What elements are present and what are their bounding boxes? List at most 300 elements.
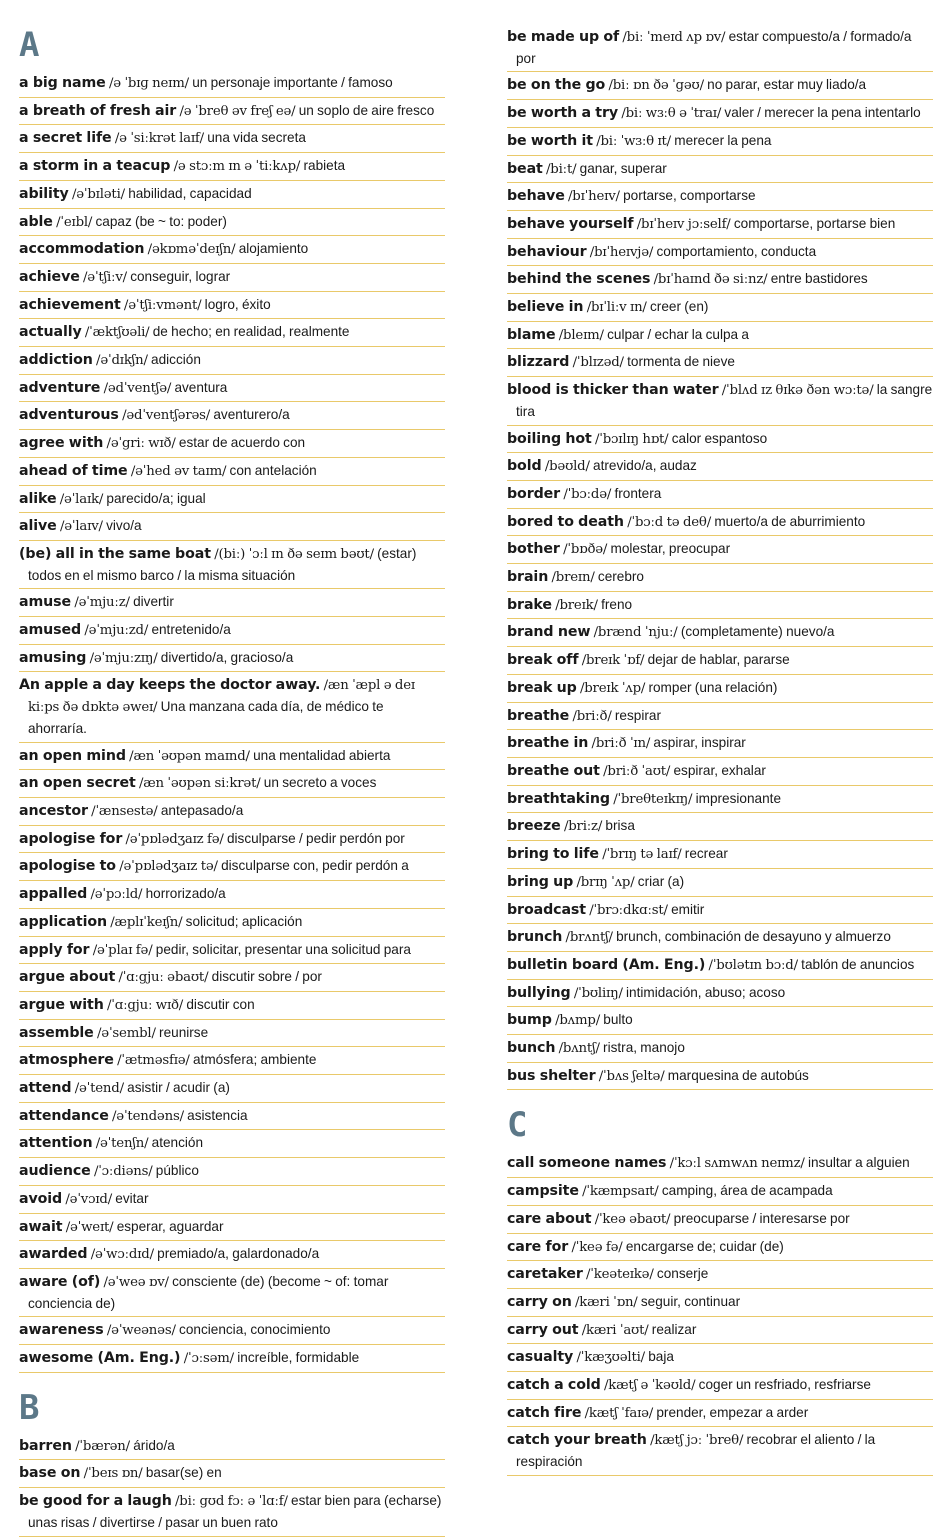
entry-term: adventure [19,379,101,396]
entry-definition: (estar) todos en el mismo barco / la misma situación [28,545,417,583]
section-letter-a: A [19,25,39,65]
glossary-entry [19,798,445,826]
entry-pronunciation: /əˈmjuːzɪŋ/ [89,650,158,666]
entry-definition: rabieta [303,158,346,174]
glossary-entry [19,1047,445,1075]
entry-pronunciation: /ə ˈbreθ əv freʃ eə/ [179,103,296,119]
entry-pronunciation: /ˈbrɪŋ tə laɪf/ [602,847,682,863]
entry-term: break up [507,679,577,696]
entry-term: catch your breath [507,1432,647,1449]
entry-pronunciation: /ˈbɔːdə/ [563,486,612,502]
entry-pronunciation: /əˈsembl/ [97,1025,156,1041]
entry-term: barren [19,1437,72,1454]
entry-definition: cerebro [597,569,644,585]
entry-pronunciation: /briːð ˈɪn/ [591,736,651,752]
entry-term: atmosphere [19,1052,114,1069]
glossary-entry [19,1186,445,1214]
entry-term: accommodation [19,241,145,258]
glossary-entry [507,619,933,647]
entry-definition: divertido/a, gracioso/a [160,649,294,665]
entry-definition: bulto [603,1012,633,1028]
entry-term: bother [507,541,560,558]
glossary-entry [19,1214,445,1242]
entry-definition: comportamiento, conducta [656,243,817,259]
entry-pronunciation: /ədˈventʃə/ [103,380,172,396]
entry-definition: asistencia [187,1107,248,1123]
glossary-entry [507,239,933,267]
entry-term: catch a cold [507,1377,601,1394]
glossary-entry [507,509,933,537]
entry-definition: brunch, combinación de desayuno y almuerzo [616,929,891,945]
entry-definition: entretenido/a [151,622,231,638]
entry-definition: un soplo de aire fresco [298,102,435,118]
entry-pronunciation: /ˈblɪzəd/ [572,355,624,371]
entry-term: achievement [19,296,121,313]
entry-definition: una mentalidad abierta [253,747,391,763]
entry-definition: parecido/a; igual [106,490,206,506]
entry-term: be worth it [507,132,593,149]
entry-pronunciation: /briːð/ [572,708,612,724]
entry-term: base on [19,1465,81,1482]
entry-pronunciation: /bɪˈheɪvjə/ [589,244,654,260]
entry-definition: asistir / acudir (a) [127,1080,230,1096]
glossary-entry [19,458,445,486]
entry-definition: recrear [684,846,728,862]
glossary-entry [507,453,933,481]
entry-pronunciation: /bʌmp/ [555,1013,600,1029]
entry-definition: vivo/a [106,518,142,534]
entry-pronunciation: /əˈlaɪk/ [59,491,104,507]
entry-pronunciation: /brænd ˈnjuː/ [593,625,678,641]
entry-pronunciation: /ˈbærən/ [75,1438,130,1454]
entry-term: agree with [19,435,104,452]
entry-term: breathtaking [507,790,610,807]
entry-pronunciation: /ˈblʌd ɪz θɪkə ðən wɔːtə/ [721,383,874,399]
entry-definition: discutir sobre / por [211,969,322,985]
glossary-entry [507,647,933,675]
entry-definition: emitir [671,901,705,917]
entry-term: behaviour [507,243,587,260]
entry-definition: aspirar, inspirar [653,735,746,751]
glossary-entry [507,1063,933,1091]
entry-term: apply for [19,941,90,958]
glossary-entry [19,589,445,617]
entry-pronunciation: /biː gʊd fɔː ə ˈlɑːf/ [175,1494,288,1510]
entry-definition: solicitud; aplicación [185,913,303,929]
entry-definition: camping, área de acampada [661,1183,833,1199]
entry-definition: romper (una relación) [648,679,778,695]
glossary-entry [507,1317,933,1345]
glossary-entry [507,897,933,925]
entry-term: actually [19,324,82,341]
entry-definition: culpar / echar la culpa a [607,326,749,342]
glossary-entry [507,1400,933,1428]
entry-pronunciation: /əˈweənəs/ [106,1323,176,1339]
glossary-entry [507,786,933,814]
entry-definition: antepasado/a [160,802,244,818]
entry-pronunciation: /æn ˈəʊpən maɪnd/ [129,748,250,764]
entry-term: ability [19,185,69,202]
entry-pronunciation: /bʌntʃ/ [558,1041,600,1057]
glossary-entry [19,236,445,264]
entry-term: blood is thicker than water [507,382,719,399]
entry-pronunciation: /əˈpɒlədʒaɪz tə/ [119,859,218,875]
glossary-entry [507,952,933,980]
entry-pronunciation: /bɪˈheɪv/ [568,189,620,205]
entry-pronunciation: /əˈmjuːzd/ [84,623,149,639]
entry-pronunciation: /ˈbʊliɪŋ/ [573,985,623,1001]
glossary-entry [507,72,933,100]
entry-term: border [507,485,561,502]
entry-term: behind the scenes [507,271,651,288]
entry-pronunciation: /brʌntʃ/ [565,930,613,946]
glossary-entry [507,1289,933,1317]
glossary-entry [19,617,445,645]
entry-pronunciation: /bɪˈhaɪnd ðə siːnz/ [653,272,768,288]
entry-definition: increíble, formidable [237,1350,360,1366]
entry-term: blame [507,326,556,343]
entry-definition: dejar de hablar, pararse [647,652,790,668]
glossary-entry [507,24,933,72]
entry-pronunciation: /ˈɔːdiəns/ [93,1164,153,1180]
entry-definition: respirar [614,707,661,723]
entry-term: a breath of fresh air [19,102,177,119]
glossary-entry [19,1075,445,1103]
entry-definition: divertir [133,594,174,610]
entry-term: bullying [507,984,571,1001]
entry-term: aware (of) [19,1273,101,1290]
entry-definition: atrevido/a, audaz [593,458,697,474]
entry-term: be worth a try [507,105,619,122]
entry-definition: criar (a) [637,873,685,889]
entry-definition: aventurero/a [213,407,290,423]
entry-pronunciation: /ˈbrɔːdkɑːst/ [589,902,668,918]
glossary-entry [507,703,933,731]
entry-pronunciation: /əˈweə ɒv/ [103,1274,169,1290]
entry-definition: impresionante [695,790,782,806]
glossary-entry [507,869,933,897]
entry-pronunciation: /kætʃ ə ˈkəʊld/ [604,1378,696,1394]
entry-term: ahead of time [19,462,128,479]
entry-term: awareness [19,1322,104,1339]
entry-definition: conseguir, lograr [130,268,231,284]
entry-definition: Una manzana cada día, de médico te ahorraría. [28,699,384,736]
entry-term: apologise to [19,858,116,875]
glossary-entry [19,486,445,514]
glossary-entry [507,211,933,239]
glossary-entry [507,294,933,322]
entry-pronunciation: /bəʊld/ [544,459,590,475]
glossary-entry [19,513,445,541]
entry-term: breeze [507,818,561,835]
glossary-entry [507,100,933,128]
glossary-entry [19,98,445,126]
entry-pronunciation: /əˈmjuːz/ [74,595,130,611]
entry-term: breathe [507,707,570,724]
entry-definition: seguir, continuar [640,1293,741,1309]
glossary-entry [507,1206,933,1234]
entry-definition: encargarse de; cuidar (de) [625,1238,784,1254]
glossary-entry [507,481,933,509]
entry-pronunciation: /breɪn/ [551,570,595,586]
entry-term: breathe out [507,762,600,779]
glossary-entry [19,402,445,430]
entry-pronunciation: /ˈbeɪs ɒn/ [83,1466,143,1482]
entry-pronunciation: /æn ˈæpl ə deɪ kiːps ðə dɒktə əweɪ/ [28,678,415,716]
glossary-entry [19,319,445,347]
entry-term: An apple a day keeps the doctor away. [19,677,321,694]
entry-pronunciation: /ˈkɔːl sʌmwʌn neɪmz/ [669,1156,805,1172]
entry-term: avoid [19,1190,63,1207]
entry-term: blizzard [507,354,570,371]
entry-pronunciation: /əˈtenʃn/ [95,1136,149,1152]
entry-pronunciation: /ˈɑːgjuː əbaʊt/ [118,970,209,986]
entry-definition: freno [601,596,633,612]
glossary-entry [19,1130,445,1158]
glossary-entry [19,181,445,209]
entry-definition: disculparse / pedir perdón por [226,830,405,846]
entry-term: amused [19,622,82,639]
glossary-entry [507,1178,933,1206]
entry-pronunciation: /breɪk ˈɒf/ [581,653,645,669]
entry-term: care for [507,1238,569,1255]
entry-pronunciation: /biː ˈwɜːθ ɪt/ [596,133,671,149]
entry-definition: árido/a [133,1437,175,1453]
entry-pronunciation: /ə ˈbɪɡ neɪm/ [109,76,189,91]
entry-pronunciation: /ə stɔːm ɪn ə ˈtiːkʌp/ [173,159,301,175]
glossary-entry [507,183,933,211]
entry-definition: tormenta de nieve [627,354,735,370]
glossary-entry [507,266,933,294]
entry-term: attention [19,1135,93,1152]
entry-pronunciation: /ədˈventʃərəs/ [122,408,211,424]
glossary-entry [507,156,933,184]
entry-pronunciation: /kætʃ jɔː ˈbreθ/ [650,1433,744,1449]
entry-term: await [19,1218,63,1235]
glossary-entry [507,377,933,425]
entry-definition: estar de acuerdo con [178,435,306,451]
entry-pronunciation: /æplɪˈkeɪʃn/ [110,914,183,930]
entry-definition: una vida secreta [207,130,306,146]
entry-pronunciation: /ˈkeəteɪkə/ [586,1267,654,1283]
glossary-entry [507,128,933,156]
entry-term: breathe in [507,735,589,752]
glossary-entry [19,826,445,854]
glossary-entry [19,70,445,98]
entry-term: break off [507,652,579,669]
glossary-entry [507,1234,933,1262]
entry-definition: la sangre tira [516,382,933,419]
entry-pronunciation: /əˈwɔːdɪd/ [90,1247,154,1263]
entry-term: bus shelter [507,1067,596,1084]
entry-definition: estar bien para (echarse) unas risas / divertirse / pasar un buen rato [28,1493,442,1530]
entry-definition: frontera [614,485,662,501]
entry-term: broadcast [507,901,586,918]
entry-definition: preocuparse / interesarse por [673,1210,850,1226]
entry-pronunciation: /əˈplaɪ fə/ [92,942,153,958]
entry-definition: brisa [605,818,635,834]
entry-pronunciation: /əˈlaɪv/ [59,519,103,535]
entry-term: be good for a laugh [19,1493,172,1510]
entry-term: attend [19,1080,72,1097]
glossary-entry [19,1158,445,1186]
entry-definition: merecer la pena [674,132,772,148]
glossary-entry [507,1261,933,1289]
glossary-entry [19,541,445,589]
entry-definition: evitar [115,1190,149,1206]
entry-term: an open mind [19,747,126,764]
entry-pronunciation: /əˈdɪkʃn/ [96,353,148,369]
entry-pronunciation: /ˈbɔɪlɪŋ hɒt/ [595,431,669,447]
glossary-entry [507,675,933,703]
entry-definition: disculparse con, pedir perdón a [221,858,409,874]
entry-pronunciation: /biːt/ [546,161,577,177]
entry-term: amusing [19,649,87,666]
entry-term: a big name [19,75,106,91]
entry-term: bored to death [507,513,624,530]
entry-term: bold [507,458,542,475]
entry-pronunciation: /breɪk ˈʌp/ [579,680,646,696]
glossary-entry [507,1427,933,1475]
entry-definition: tablón de anuncios [801,956,915,972]
entry-term: ancestor [19,802,88,819]
entry-term: audience [19,1163,91,1180]
entry-pronunciation: /bɪˈliːv ɪn/ [586,300,647,316]
glossary-entry [19,964,445,992]
entry-term: an open secret [19,775,136,792]
entry-definition: aventura [174,379,228,395]
glossary-entry [19,153,445,181]
glossary-entry [507,322,933,350]
entry-term: awarded [19,1246,88,1263]
entry-term: a secret life [19,130,112,147]
entry-pronunciation: /ˈkæʒʊəlti/ [576,1350,645,1366]
entry-pronunciation: /brɪŋ ˈʌp/ [576,874,635,890]
entry-pronunciation: /əˈtendəns/ [112,1108,184,1124]
entry-term: addiction [19,352,93,369]
entry-pronunciation: /bleɪm/ [558,327,604,343]
entry-term: argue with [19,996,104,1013]
entry-pronunciation: /əˈtend/ [74,1081,124,1097]
entry-definition: reunirse [159,1024,209,1040]
glossary-entry [507,1372,933,1400]
glossary-entry [507,730,933,758]
glossary-entry [19,1103,445,1131]
glossary-entry [19,645,445,673]
entry-pronunciation: /əˈtʃiːvmənt/ [123,297,202,313]
glossary-entry [19,1433,445,1461]
entry-definition: ristra, manojo [603,1040,685,1056]
entry-definition: conciencia, conocimiento [179,1322,331,1338]
glossary-entry [19,430,445,458]
entry-definition: logro, éxito [204,296,271,312]
entry-definition: premiado/a, galardonado/a [157,1246,320,1262]
glossary-entry [507,564,933,592]
entry-pronunciation: /ˈkeə əbaʊt/ [594,1211,671,1227]
entry-term: brand new [507,624,591,641]
entry-pronunciation: /æn ˈəʊpən siːkrət/ [138,776,261,792]
entry-definition: discutir con [186,996,255,1012]
entry-pronunciation: /ˈænsestə/ [91,803,158,819]
entry-term: boiling hot [507,430,592,447]
entry-definition: comportarse, portarse bien [733,215,896,231]
entry-definition: atención [151,1135,204,1151]
entry-definition: valer / merecer la pena intentarlo [724,105,921,121]
entry-pronunciation: /ˈkæmpsaɪt/ [582,1184,659,1200]
entry-term: behave [507,188,565,205]
entry-pronunciation: /əˈpɔːld/ [90,887,143,903]
entry-pronunciation: /kæri ˈɒn/ [575,1294,638,1310]
glossary-entry [507,1007,933,1035]
entry-term: awesome (Am. Eng.) [19,1350,181,1367]
entry-definition: muerto/a de aburrimiento [714,513,866,529]
entry-term: attendance [19,1107,109,1124]
entry-term: behave yourself [507,215,634,232]
left-column [19,24,445,1537]
entry-definition: no parar, estar muy liado/a [707,77,867,93]
entry-pronunciation: /kæri ˈaʊt/ [581,1322,649,1338]
entry-pronunciation: /əˈhed əv taɪm/ [130,463,227,479]
entry-pronunciation: /ˈɑːgjuː wɪð/ [107,997,184,1013]
entry-term: casualty [507,1349,574,1366]
entry-definition: entre bastidores [770,271,868,287]
entry-term: care about [507,1210,592,1227]
entry-term: caretaker [507,1266,583,1283]
entry-term: apologise for [19,830,123,847]
entry-term: catch fire [507,1404,582,1421]
entry-definition: horrorizado/a [145,886,226,902]
entry-definition: adicción [151,352,201,368]
entry-term: assemble [19,1024,94,1041]
entry-term: believe in [507,299,584,316]
entry-definition: atmósfera; ambiente [193,1052,317,1068]
entry-pronunciation: /ˈɔːsəm/ [183,1351,234,1367]
entry-definition: pedir, solicitar, presentar una solicitud para [155,941,411,957]
entry-definition: prender, empezar a arder [656,1404,809,1420]
entry-definition: con antelación [229,462,317,478]
glossary-entry [19,1488,445,1536]
entry-definition: baja [648,1349,674,1365]
entry-pronunciation: /əˈbɪləti/ [71,186,125,202]
glossary-entry [507,349,933,377]
entry-term: bring to life [507,846,599,863]
entry-term: amuse [19,594,72,611]
entry-pronunciation: /biː ˈmeɪd ʌp ɒv/ [622,30,726,45]
entry-definition: consciente (de) (become ~ of: tomar conciencia de) [28,1273,389,1311]
entry-definition: calor espantoso [671,430,768,446]
entry-definition: capaz (be ~ to: poder) [95,213,227,229]
section-letter-b: B [19,1387,39,1428]
entry-definition: portarse, comportarse [623,188,756,204]
entry-term: carry on [507,1293,572,1310]
entry-definition: realizar [651,1321,697,1337]
entry-pronunciation: /ˈbʌs ʃeltə/ [598,1068,665,1084]
entry-pronunciation: /əˈtʃiːv/ [83,269,127,285]
entry-definition: espirar, exhalar [673,762,766,778]
entry-term: achieve [19,268,80,285]
entry-term: argue about [19,969,116,986]
entry-definition: basar(se) en [145,1465,222,1481]
entry-definition: un personaje importante / famoso [192,75,393,90]
entry-term: call someone names [507,1155,667,1172]
entry-term: alive [19,518,57,535]
entry-pronunciation: /kætʃ ˈfaɪə/ [584,1405,654,1421]
entry-pronunciation: /ˈbreθteɪkɪŋ/ [613,791,693,807]
entry-definition: marquesina de autobús [667,1067,809,1083]
entry-pronunciation: /breɪk/ [555,597,598,613]
entry-term: bunch [507,1040,556,1057]
glossary-entry [19,375,445,403]
